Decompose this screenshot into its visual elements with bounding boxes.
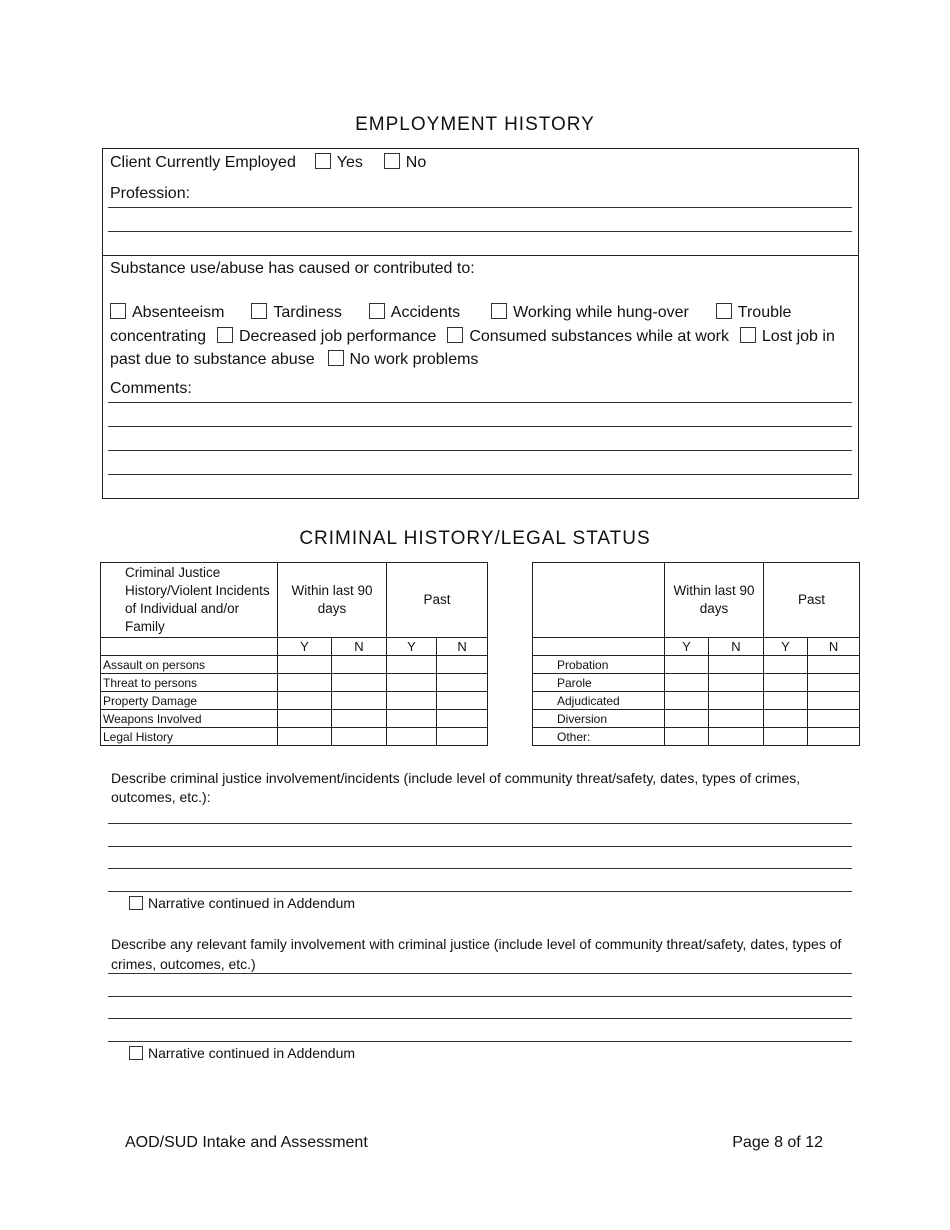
family-line-1[interactable] (108, 973, 852, 974)
past-n-cell[interactable] (808, 692, 860, 710)
past-n-cell[interactable] (808, 710, 860, 728)
n-header: N (709, 638, 764, 656)
row-label: Assault on persons (101, 656, 278, 674)
past-y-cell[interactable] (387, 692, 437, 710)
footer-page-number: Page 8 of 12 (732, 1134, 823, 1151)
consumed-at-work-label: Consumed substances while at work (469, 327, 729, 345)
within-n-cell[interactable] (709, 728, 764, 746)
describe-criminal-label: Describe criminal justice involvement/incidents (include level of community threat/safety, dates, types of crimes, outcomes, etc.): (111, 770, 801, 805)
n-header: N (808, 638, 860, 656)
tardiness-label: Tardiness (273, 304, 342, 321)
profession-line-2[interactable] (108, 231, 852, 232)
row-label: Diversion (533, 710, 665, 728)
comments-line-3[interactable] (108, 450, 852, 451)
y-header: Y (665, 638, 709, 656)
within-y-cell[interactable] (665, 656, 709, 674)
past-n-cell[interactable] (437, 656, 488, 674)
employment-status-row (110, 153, 426, 172)
within-n-cell[interactable] (332, 728, 387, 746)
comments-line-4[interactable] (108, 474, 852, 475)
lost-job-checkbox[interactable] (740, 327, 756, 343)
n-header: N (437, 638, 488, 656)
option-no-work-problems[interactable] (328, 351, 479, 368)
yes-option[interactable] (315, 154, 363, 171)
absenteeism-label: Absenteeism (132, 304, 225, 321)
trouble-concentrating-label: Trouble concentrating (110, 304, 792, 345)
narrative-addendum-label: Narrative continued in Addendum (148, 895, 356, 911)
within-n-cell[interactable] (332, 710, 387, 728)
comments-line-2[interactable] (108, 426, 852, 427)
past-y-cell[interactable] (764, 656, 808, 674)
within-y-cell[interactable] (278, 710, 332, 728)
working-hung-over-label: Working while hung-over (513, 304, 689, 321)
describe-line-1[interactable] (108, 823, 852, 824)
past-n-cell[interactable] (808, 656, 860, 674)
working-hung-over-checkbox[interactable] (491, 303, 507, 319)
trouble-concentrating-checkbox[interactable] (716, 303, 732, 319)
no-checkbox[interactable] (384, 153, 400, 169)
y-header: Y (387, 638, 437, 656)
blank-cell (101, 638, 278, 656)
accidents-checkbox[interactable] (369, 303, 385, 319)
within-90-days-header: Within last 90 days (278, 563, 387, 638)
within-y-cell[interactable] (278, 656, 332, 674)
n-header: N (332, 638, 387, 656)
criminal-history-table (100, 562, 488, 746)
option-absenteeism[interactable] (110, 304, 225, 321)
comments-line-1[interactable] (108, 402, 852, 403)
row-label: Probation (533, 656, 665, 674)
past-y-cell[interactable] (764, 692, 808, 710)
y-header: Y (278, 638, 332, 656)
past-y-cell[interactable] (764, 674, 808, 692)
describe-line-3[interactable] (108, 868, 852, 869)
decreased-performance-checkbox[interactable] (217, 327, 233, 343)
past-y-cell[interactable] (387, 728, 437, 746)
row-label: Property Damage (101, 692, 278, 710)
narrative-addendum-option[interactable] (129, 895, 355, 911)
past-y-cell[interactable] (764, 728, 808, 746)
no-work-problems-label: No work problems (349, 351, 479, 368)
narrative-addendum-option-2[interactable] (129, 1045, 355, 1061)
family-line-2[interactable] (108, 996, 852, 997)
within-n-cell[interactable] (332, 674, 387, 692)
no-option[interactable] (384, 154, 426, 171)
lost-job-label: Lost job in past due to substance abuse (110, 327, 835, 368)
past-header: Past (764, 563, 860, 638)
option-consumed-at-work[interactable] (447, 328, 729, 345)
decreased-performance-label: Decreased job performance (238, 327, 437, 345)
option-accidents[interactable] (369, 304, 460, 321)
past-n-cell[interactable] (437, 728, 488, 746)
yes-label: Yes (336, 154, 363, 171)
no-label: No (405, 154, 427, 171)
narrative-addendum-checkbox[interactable] (129, 896, 143, 910)
within-y-cell[interactable] (665, 692, 709, 710)
within-n-cell[interactable] (709, 674, 764, 692)
describe-line-4[interactable] (108, 891, 852, 892)
past-y-cell[interactable] (387, 710, 437, 728)
employment-history-title: EMPLOYMENT HISTORY (355, 114, 595, 135)
within-y-cell[interactable] (278, 692, 332, 710)
within-y-cell[interactable] (665, 710, 709, 728)
accidents-label: Accidents (390, 304, 461, 321)
within-n-cell[interactable] (709, 692, 764, 710)
row-label: Adjudicated (533, 692, 665, 710)
past-n-cell[interactable] (808, 728, 860, 746)
legal-status-table (532, 562, 860, 746)
past-y-cell[interactable] (387, 656, 437, 674)
past-n-cell[interactable] (437, 692, 488, 710)
within-y-cell[interactable] (278, 674, 332, 692)
past-y-cell[interactable] (764, 710, 808, 728)
within-n-cell[interactable] (709, 656, 764, 674)
row-label: Threat to persons (101, 674, 278, 692)
past-n-cell[interactable] (808, 674, 860, 692)
within-n-cell[interactable] (332, 656, 387, 674)
within-n-cell[interactable] (709, 710, 764, 728)
within-n-cell[interactable] (332, 692, 387, 710)
row-label: Legal History (101, 728, 278, 746)
option-decreased-performance[interactable] (217, 328, 436, 345)
row-label: Weapons Involved (101, 710, 278, 728)
no-work-problems-checkbox[interactable] (328, 350, 344, 366)
tardiness-checkbox[interactable] (251, 303, 267, 319)
within-y-cell[interactable] (665, 728, 709, 746)
within-90-days-header: Within last 90 days (665, 563, 764, 638)
option-working-hung-over[interactable] (491, 304, 689, 321)
past-header: Past (387, 563, 488, 638)
narrative-addendum-label-2: Narrative continued in Addendum (148, 1045, 356, 1061)
family-involvement-label: Describe any relevant family involvement with criminal justice (include level of community threat/safety, dates, types of crimes, outcomes, etc.) (111, 936, 842, 972)
past-y-cell[interactable] (387, 674, 437, 692)
substance-options (110, 301, 850, 372)
row-label: Other: (533, 728, 665, 746)
within-y-cell[interactable] (665, 674, 709, 692)
criminal-history-title: CRIMINAL HISTORY/LEGAL STATUS (299, 528, 651, 549)
absenteeism-checkbox[interactable] (110, 303, 126, 319)
yes-checkbox[interactable] (315, 153, 331, 169)
y-header: Y (764, 638, 808, 656)
profession-label: Profession: (110, 185, 191, 202)
criminal-justice-header: Criminal Justice History/Violent Incidents of Individual and/or Family (101, 563, 278, 638)
describe-line-2[interactable] (108, 846, 852, 847)
substance-impact-box (102, 255, 859, 499)
profession-line-1[interactable] (108, 207, 852, 208)
employed-label: Client Currently Employed (110, 154, 296, 171)
past-n-cell[interactable] (437, 674, 488, 692)
comments-label: Comments: (110, 380, 192, 397)
legal-status-blank-header (533, 563, 665, 638)
substance-label: Substance use/abuse has caused or contributed to: (110, 260, 475, 277)
within-y-cell[interactable] (278, 728, 332, 746)
footer-document-title: AOD/SUD Intake and Assessment (125, 1134, 368, 1151)
narrative-addendum-checkbox-2[interactable] (129, 1046, 143, 1060)
past-n-cell[interactable] (437, 710, 488, 728)
family-line-4[interactable] (108, 1041, 852, 1042)
family-line-3[interactable] (108, 1018, 852, 1019)
option-tardiness[interactable] (251, 304, 341, 321)
row-label: Parole (533, 674, 665, 692)
blank-cell (533, 638, 665, 656)
consumed-at-work-checkbox[interactable] (447, 327, 463, 343)
